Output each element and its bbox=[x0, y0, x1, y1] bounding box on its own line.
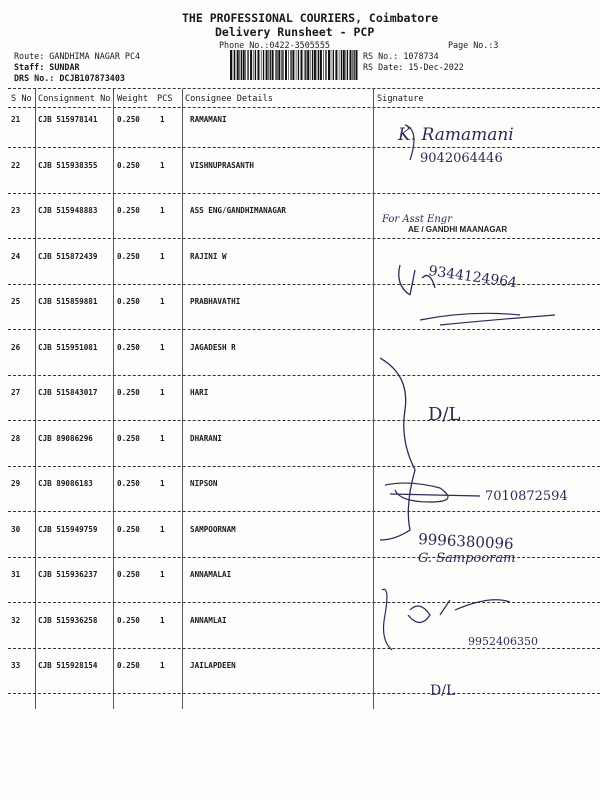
rs-date: RS Date: 15-Dec-2022 bbox=[363, 62, 464, 72]
row-pcs: 1 bbox=[160, 615, 165, 625]
barcode-bar bbox=[312, 50, 313, 80]
row-pcs: 1 bbox=[160, 388, 165, 397]
signature-area bbox=[380, 110, 600, 730]
stamp-ae-gandhimanagar: AE / GANDHI MAANAGAR bbox=[408, 225, 508, 234]
row-weight: 0.250 bbox=[117, 570, 140, 579]
barcode-bar bbox=[335, 50, 337, 80]
col-weight: Weight bbox=[117, 94, 149, 104]
barcode-bar bbox=[346, 50, 347, 80]
row-sno: 24 bbox=[11, 251, 21, 261]
row-consignee: ANNAMALAI bbox=[190, 570, 232, 579]
barcode-bar bbox=[354, 50, 355, 80]
row-sno: 22 bbox=[11, 160, 21, 170]
row-sno: 23 bbox=[11, 206, 21, 215]
signature-30-name: G. Sampooram bbox=[418, 551, 516, 566]
barcode-bar bbox=[339, 50, 340, 80]
barcode-bar bbox=[281, 50, 282, 80]
barcode-bar bbox=[250, 50, 252, 80]
barcode-bar bbox=[333, 50, 334, 80]
row-consignee: JAILAPDEEN bbox=[190, 661, 236, 670]
barcode-bar bbox=[318, 50, 319, 80]
row-consignee: NIPSON bbox=[190, 479, 218, 488]
signature-25-scribble bbox=[420, 313, 555, 325]
signature-29-scribble bbox=[385, 483, 480, 502]
barcode-bar bbox=[288, 50, 289, 80]
row-pcs: 1 bbox=[160, 251, 165, 261]
barcode-bar bbox=[317, 50, 318, 80]
signature-32-phone: 9952406350 bbox=[468, 635, 538, 648]
barcode-bar bbox=[310, 50, 311, 80]
barcode-bar bbox=[266, 50, 268, 80]
col-divider bbox=[35, 89, 36, 709]
barcode-bar bbox=[325, 50, 326, 80]
row-pcs: 1 bbox=[160, 342, 165, 352]
barcode-bar bbox=[292, 50, 294, 80]
row-pcs: 1 bbox=[160, 115, 165, 124]
signature-24-phone: 9344124964 bbox=[427, 263, 518, 292]
signature-27: D/L bbox=[428, 404, 461, 425]
row-consignment-no: CJB 89086183 bbox=[38, 479, 93, 488]
row-consignee: DHARANI bbox=[190, 433, 223, 443]
row-pcs: 1 bbox=[160, 661, 165, 670]
row-sno: 30 bbox=[11, 524, 21, 534]
staff: Staff: SUNDAR bbox=[14, 62, 80, 72]
barcode-bar bbox=[341, 50, 342, 80]
barcode-bar bbox=[305, 50, 306, 80]
row-consignment-no: CJB 515936258 bbox=[38, 615, 98, 625]
row-weight: 0.250 bbox=[117, 433, 140, 443]
signature-21-phone: 9042064446 bbox=[420, 151, 503, 166]
drs-number: DRS No.: DCJB107873403 bbox=[14, 73, 125, 83]
barcode-bar bbox=[245, 50, 246, 80]
row-consignment-no: CJB 515951081 bbox=[38, 342, 98, 352]
row-consignment-no: CJB 515928154 bbox=[38, 661, 98, 670]
row-consignment-no: CJB 515843017 bbox=[38, 388, 98, 397]
barcode-bar bbox=[230, 50, 232, 80]
row-consignment-no: CJB 515859881 bbox=[38, 297, 98, 306]
route: Route: GANDHIMA NAGAR PC4 bbox=[14, 51, 141, 61]
col-divider bbox=[182, 89, 183, 709]
barcode-bar bbox=[323, 50, 324, 80]
col-pcs: PCS bbox=[157, 94, 173, 104]
barcode-bar bbox=[285, 50, 287, 80]
barcode-bar bbox=[298, 50, 299, 80]
row-consignee: VISHNUPRASANTH bbox=[190, 160, 255, 170]
row-pcs: 1 bbox=[160, 570, 165, 579]
barcode-bar bbox=[301, 50, 303, 80]
row-sno: 29 bbox=[11, 479, 21, 488]
col-consignment: Consignment No bbox=[38, 94, 111, 104]
barcode-bar bbox=[320, 50, 322, 80]
row-sno: 21 bbox=[11, 115, 21, 124]
row-weight: 0.250 bbox=[117, 615, 140, 625]
barcode-bar bbox=[352, 50, 353, 80]
barcode-bar bbox=[241, 50, 242, 80]
header-top-rule bbox=[8, 88, 600, 89]
barcode-bar bbox=[307, 50, 309, 80]
barcode-bar bbox=[272, 50, 274, 80]
signature-30-phone: 9996380096 bbox=[417, 530, 515, 553]
barcode-bar bbox=[254, 50, 255, 80]
header-bottom-rule bbox=[8, 107, 600, 108]
barcode-bar bbox=[350, 50, 352, 80]
row-pcs: 1 bbox=[160, 479, 165, 488]
row-consignee: SAMPOORNAM bbox=[190, 524, 236, 534]
page-number: Page No.:3 bbox=[448, 40, 499, 50]
row-sno: 26 bbox=[11, 342, 21, 352]
barcode-bar bbox=[296, 50, 297, 80]
barcode-bar bbox=[275, 50, 276, 80]
barcode-bar bbox=[328, 50, 330, 80]
col-sno: S No bbox=[11, 94, 32, 104]
row-weight: 0.250 bbox=[117, 251, 140, 261]
bracket-26-29 bbox=[380, 358, 415, 540]
row-consignee: HARI bbox=[190, 388, 209, 397]
row-consignee: RAJINI W bbox=[190, 251, 227, 261]
row-consignment-no: CJB 515949759 bbox=[38, 524, 98, 534]
rs-number: RS No.: 1078734 bbox=[363, 51, 439, 61]
row-consignee: JAGADESH R bbox=[190, 342, 236, 352]
barcode-bar bbox=[331, 50, 332, 80]
row-consignee: RAMAMANI bbox=[190, 115, 227, 124]
signature-21: K. Ramamani bbox=[398, 125, 514, 145]
signature-29-phone: 7010872594 bbox=[485, 489, 568, 504]
barcode-bar bbox=[255, 50, 256, 80]
barcode-bar bbox=[278, 50, 280, 80]
row-sno: 33 bbox=[11, 661, 21, 670]
barcode-bar bbox=[243, 50, 245, 80]
row-consignee: PRABHAVATHI bbox=[190, 297, 241, 306]
signature-32-scribble bbox=[408, 600, 510, 623]
row-pcs: 1 bbox=[160, 297, 165, 306]
barcode-bar bbox=[247, 50, 248, 80]
row-consignment-no: CJB 515936237 bbox=[38, 570, 98, 579]
row-weight: 0.250 bbox=[117, 342, 140, 352]
row-pcs: 1 bbox=[160, 160, 165, 170]
barcode-bar bbox=[356, 50, 358, 80]
col-consignee: Consignee Details bbox=[185, 94, 273, 104]
row-consignment-no: CJB 515872439 bbox=[38, 251, 98, 261]
row-pcs: 1 bbox=[160, 524, 165, 534]
row-weight: 0.250 bbox=[117, 160, 140, 170]
row-weight: 0.250 bbox=[117, 115, 140, 124]
row-sno: 31 bbox=[11, 570, 21, 579]
row-sno: 25 bbox=[11, 297, 21, 306]
barcode-bar bbox=[261, 50, 262, 80]
barcode-bar bbox=[304, 50, 305, 80]
barcode-bar bbox=[314, 50, 316, 80]
row-consignment-no: CJB 515978141 bbox=[38, 115, 98, 124]
document-title: Delivery Runsheet - PCP bbox=[215, 25, 375, 39]
row-weight: 0.250 bbox=[117, 661, 140, 670]
barcode-bar bbox=[276, 50, 277, 80]
bracket-32 bbox=[382, 589, 392, 650]
company-title: THE PROFESSIONAL COURIERS, Coimbatore bbox=[182, 11, 439, 25]
barcode-bar bbox=[258, 50, 260, 80]
col-divider bbox=[113, 89, 114, 709]
col-divider bbox=[373, 89, 374, 709]
signature-23-note: For Asst Engr bbox=[382, 214, 452, 225]
row-sno: 27 bbox=[11, 388, 21, 397]
barcode-bar bbox=[268, 50, 269, 80]
row-pcs: 1 bbox=[160, 206, 165, 215]
phone-number: Phone No.:0422-3505555 bbox=[219, 40, 330, 50]
signature-33: D/L bbox=[430, 683, 456, 699]
barcode-bar bbox=[270, 50, 271, 80]
row-weight: 0.250 bbox=[117, 206, 140, 215]
barcode-bar bbox=[233, 50, 234, 80]
row-weight: 0.250 bbox=[117, 297, 140, 306]
row-sno: 28 bbox=[11, 433, 21, 443]
col-signature: Signature bbox=[377, 94, 424, 104]
row-weight: 0.250 bbox=[117, 388, 140, 397]
row-weight: 0.250 bbox=[117, 524, 140, 534]
barcode-bar bbox=[290, 50, 291, 80]
barcode-bar bbox=[343, 50, 345, 80]
barcode-bar bbox=[263, 50, 264, 80]
barcode-bar bbox=[239, 50, 240, 80]
row-weight: 0.250 bbox=[117, 479, 140, 488]
row-consignment-no: CJB 515938355 bbox=[38, 160, 98, 170]
row-consignment-no: CJB 89086296 bbox=[38, 433, 93, 443]
barcode-bar bbox=[234, 50, 235, 80]
barcode bbox=[230, 50, 358, 80]
barcode-bar bbox=[237, 50, 239, 80]
barcode-bar bbox=[347, 50, 348, 80]
row-pcs: 1 bbox=[160, 433, 165, 443]
row-sno: 32 bbox=[11, 615, 21, 625]
row-consignment-no: CJB 515948883 bbox=[38, 206, 98, 215]
row-consignee: ANNAMLAI bbox=[190, 615, 227, 625]
barcode-bar bbox=[282, 50, 283, 80]
row-consignee: ASS ENG/GANDHIMANAGAR bbox=[190, 206, 287, 215]
